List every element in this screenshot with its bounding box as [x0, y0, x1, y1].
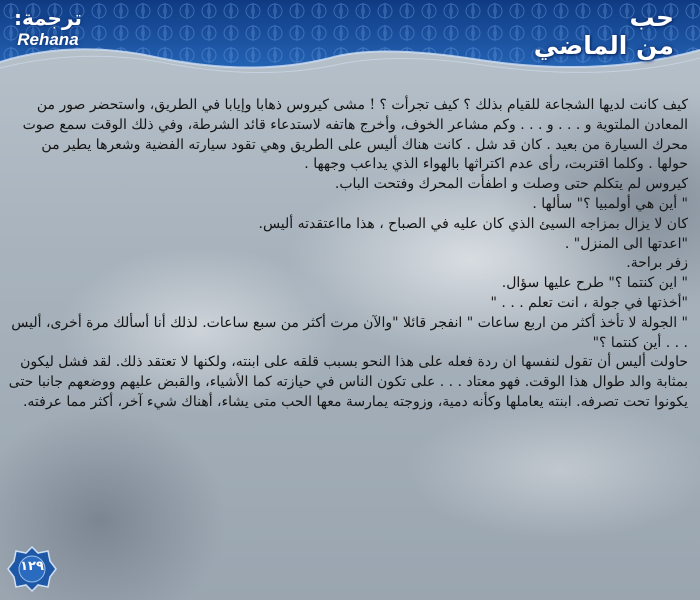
paragraph: كيف كانت لديها الشجاعة للقيام بذلك ؟ كيف تجرأت ؟ ! مشى كيروس ذهابا وإيابا في الطريق، واستحضر صور من المعادن الملتوية و . . . و . . . وكم مشاعر الخوف، وأخرج هاتفه لاستدعاء قائد الشرطة، وفي ذلك الوقت سمع صوت محرك السيارة من بعيد . كان قد شل . كانت هناك أليس على الطريق وهي تقود سيارته الفضية وشعرها يطير من حولها . وكلما اقتربت، رأى عدم اكتراثها بالهواء الذي يداعب وجهها .	[22, 97, 688, 173]
page-number-badge	[6, 545, 58, 593]
paragraph: "أخذتها في جولة ، انت تعلم . . . "	[490, 294, 688, 311]
paragraph: زفر براحة.	[626, 255, 688, 272]
page-number: ١٢٩	[20, 559, 44, 574]
paragraph: " الجولة لا تأخذ أكثر من اربع ساعات " انفجر قائلا "والآن مرت أكثر من سبع ساعات. لذلك أنا أسألك مرة أخرى، أليس . . . أين كنتما ؟"	[11, 314, 688, 351]
paragraph: " أين هي أولمبيا ؟" سألها .	[532, 195, 688, 212]
credit-name: Rehana	[17, 30, 79, 49]
paragraph: حاولت أليس أن تقول لنفسها ان ردة فعله على هذا النحو بسبب قلقه على ابنته، ولكنها لا تعتقد ذلك. لقد فشل ليكون بمثابة والد طوال هذا الوقت. فهو معتاد . . . على تكون الناس في حيازته كما الأشياء، والقبض عليهم ووضعهم جانبا حتى يكونوا تحت تصرفه. ابنته يعاملها وكأنه دمية، وزوجته يمارسة معها الحب متى يشاء، أهناك شيء آخر، أكثر مما عرفته.	[8, 354, 688, 410]
story-title	[534, 4, 674, 60]
title-line-1: حب	[629, 3, 674, 32]
credit-label: ترجمة:	[14, 6, 82, 30]
paragraph: كان لا يزال بمزاجه السيئ الذي كان عليه في الصباح ، هذا مااعتقدته أليس.	[258, 215, 688, 232]
paragraph: "اعدتها الى المنزل" .	[564, 235, 688, 252]
translator-credit	[14, 6, 82, 50]
paragraph: " اين كنتما ؟" طرح عليها سؤال.	[501, 275, 688, 292]
title-line-2: من الماضي	[533, 31, 674, 60]
header-banner	[0, 0, 700, 80]
paragraph: كيروس لم يتكلم حتى وصلت و اطفأت المحرك وفتحت الباب.	[334, 176, 688, 193]
story-text	[8, 96, 688, 413]
